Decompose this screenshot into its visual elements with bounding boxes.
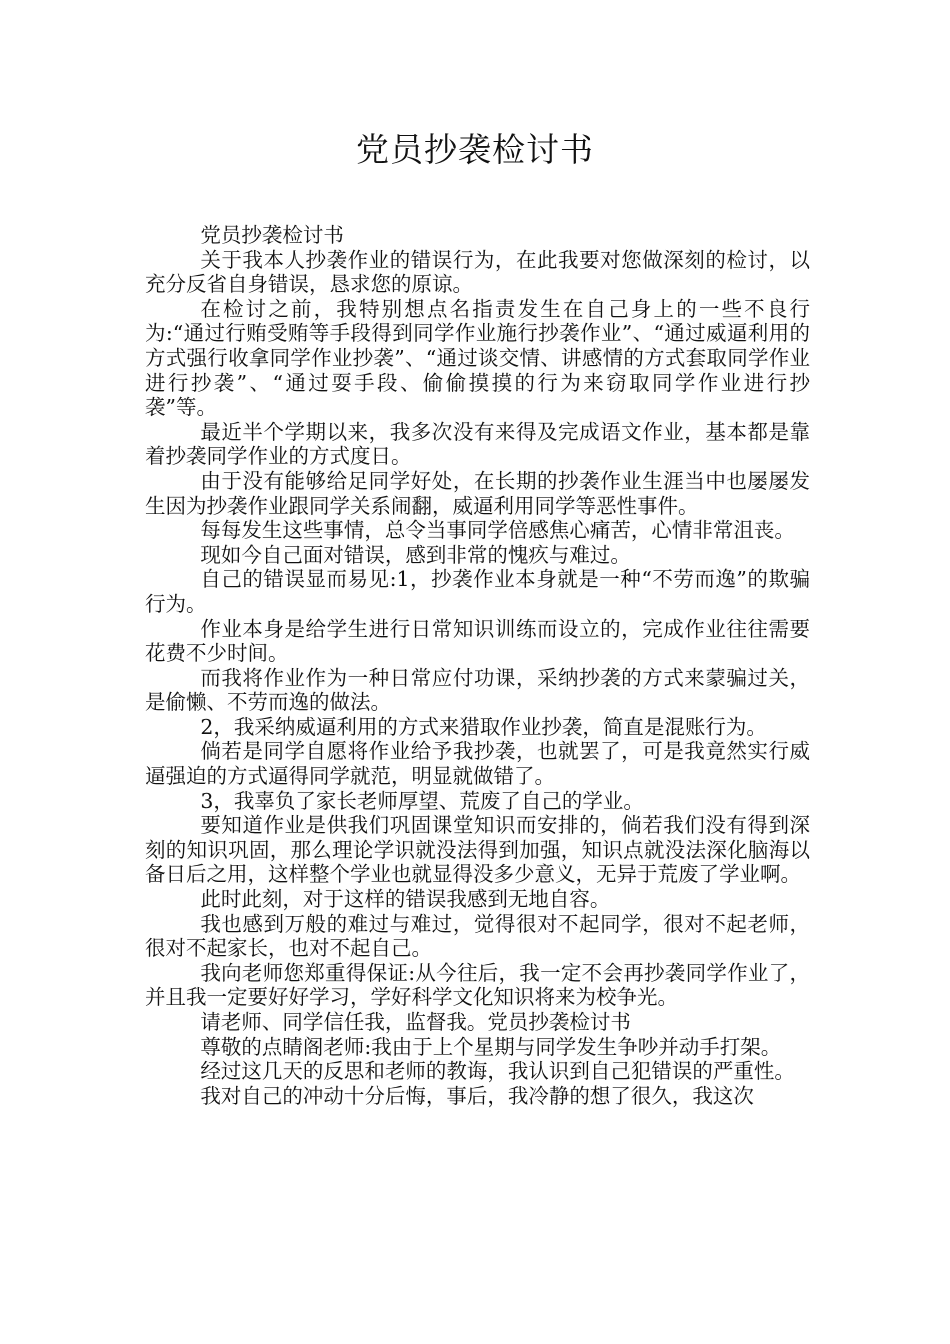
paragraph: 尊敬的点睛阁老师:我由于上个星期与同学发生争吵并动手打架。 (200, 1034, 782, 1059)
document-body (145, 223, 810, 1108)
page-title: 党员抄袭检讨书 (356, 130, 594, 169)
paragraph: 由于没有能够给足同学好处，在长期的抄袭作业生涯当中也屡屡发生因为抄袭作业跟同学关系闹翻，威逼利用同学等恶性事件。 (145, 468, 810, 518)
paragraph: 要知道作业是供我们巩固课堂知识而安排的，倘若我们没有得到深刻的知识巩固，那么理论学识就没法得到加强，知识点就没法深化脑海以备日后之用，这样整个学业也就显得没多少意义，无异于荒废了学业啊。 (145, 813, 810, 887)
paragraph: 我对自己的冲动十分后悔，事后，我冷静的想了很久，我这次 (200, 1083, 754, 1108)
paragraph: 而我将作业作为一种日常应付功课，采纳抄袭的方式来蒙骗过关，是偷懒、不劳而逸的做法。 (145, 665, 810, 715)
paragraph: 现如今自己面对错误，感到非常的愧疚与难过。 (200, 542, 631, 567)
paragraph: 作业本身是给学生进行日常知识训练而设立的，完成作业往往需要花费不少时间。 (145, 616, 810, 666)
paragraph: 此时此刻，对于这样的错误我感到无地自容。 (200, 887, 611, 912)
paragraph: 党员抄袭检讨书 (200, 223, 344, 247)
paragraph: 关于我本人抄袭作业的错误行为，在此我要对您做深刻的检讨，以充分反省自身错误，恳求您的原谅。 (145, 247, 810, 297)
paragraph: 经过这几天的反思和老师的教诲，我认识到自己犯错误的严重性。 (200, 1059, 795, 1084)
paragraph: 最近半个学期以来，我多次没有来得及完成语文作业，基本都是靠着抄袭同学作业的方式度日。 (145, 419, 810, 469)
paragraph: 3，我辜负了家长老师厚望、荒废了自己的学业。 (200, 788, 644, 813)
paragraph: 我也感到万般的难过与难过，觉得很对不起同学，很对不起老师，很对不起家长，也对不起自己。 (145, 911, 810, 961)
paragraph: 请老师、同学信任我，监督我。党员抄袭检讨书 (200, 1010, 631, 1034)
paragraph: 每每发生这些事情，总令当事同学倍感焦心痛苦，心情非常沮丧。 (200, 518, 795, 543)
paragraph: 自己的错误显而易见:1，抄袭作业本身就是一种“不劳而逸”的欺骗行为。 (145, 567, 810, 616)
paragraph: 倘若是同学自愿将作业给予我抄袭，也就罢了，可是我竟然实行威逼强迫的方式逼得同学就范，明显就做错了。 (145, 739, 810, 789)
paragraph: 2，我采纳威逼利用的方式来猎取作业抄袭，简直是混账行为。 (200, 714, 767, 739)
paragraph: 在检讨之前，我特别想点名指责发生在自己身上的一些不良行为:“通过行贿受贿等手段得到同学作业施行抄袭作业”、“通过威逼利用的方式强行收拿同学作业抄袭”、“通过谈交情、讲感情的方式套取同学作业进行抄袭”、“通过耍手段、偷偷摸摸的行为来窃取同学作业进行抄袭”等。 (145, 296, 810, 420)
paragraph: 我向老师您郑重得保证:从今往后，我一定不会再抄袭同学作业了，并且我一定要好好学习，学好科学文化知识将来为校争光。 (145, 960, 810, 1010)
